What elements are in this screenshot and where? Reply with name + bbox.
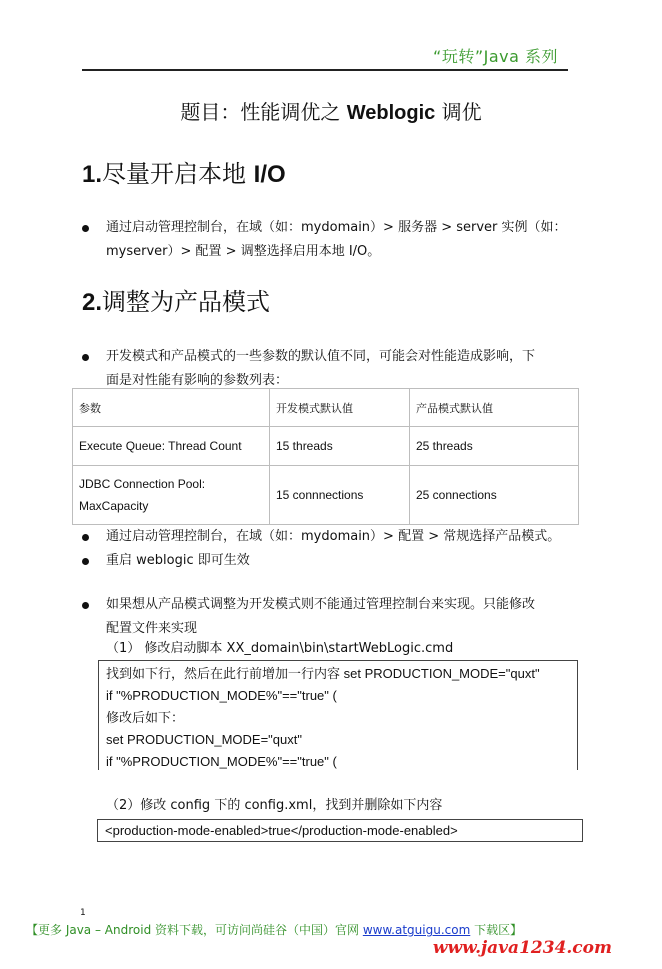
section2-bullet4-line2: 配置文件来实现 [106,621,198,636]
series-header: “玩转”Java 系列 [433,47,558,66]
table-cell: 25 connections [410,466,579,525]
section2-bullet3 [82,549,572,573]
section2-intro [82,345,572,393]
section2-bullet4-line1: 如果想从产品模式调整为开发模式则不能通过管理控制台来实现。只能修改 [106,597,536,612]
section1-heading-en: I/O [253,161,286,188]
section2-bullet4 [82,593,572,641]
bullet-dot [82,225,89,232]
bullet-dot [82,558,89,565]
section2-number: 2. [82,289,103,316]
table-cell: 25 threads [410,427,579,466]
footer-text-after: 下载区】 [470,923,523,937]
section2-heading-text: 调整为产品模式 [102,288,271,316]
section2-intro-line1: 开发模式和产品模式的一些参数的默认值不同，可能会对性能造成影响，下 [106,349,536,364]
step1-text: （1） 修改启动脚本 XX_domain\bin\startWebLogic.cmd [106,641,454,656]
page-number: 1 [80,908,86,918]
code-line: set PRODUCTION_MODE="quxt" [106,732,302,747]
section1-bullet-line1: 通过启动管理控制台，在域（如：mydomain）> 服务器 > server 实例（如： [106,220,567,235]
footer-link[interactable]: www.atguigu.com [362,923,471,937]
table-cell: JDBC Connection Pool: MaxCapacity [73,466,270,525]
title-prefix: 题目：性能调优之 [180,100,347,124]
table-cell: 15 threads [270,427,410,466]
code-line: 修改后如下： [106,710,185,725]
parameter-table [72,388,579,525]
code-block-startweblogic [98,660,578,770]
table-header-cell: 开发模式默认值 [270,389,410,427]
table-header-cell: 产品模式默认值 [410,389,579,427]
section2-bullet2 [82,525,572,549]
section1-heading [82,158,286,191]
step2-text: （2）修改 config 下的 config.xml，找到并删除如下内容 [106,798,443,813]
section1-bullet-line2: myserver）> 配置 > 调整选择启用本地 I/O。 [106,244,381,259]
bullet-dot [82,602,89,609]
table-row [73,427,579,466]
header-divider [82,69,568,71]
section2-bullet2-text: 通过启动管理控制台，在域（如：mydomain）> 配置 > 常规选择产品模式。 [106,529,561,544]
section1-heading-cn: 尽量开启本地 [102,160,254,188]
title-highlight: Weblogic [346,102,436,124]
code-line: 找到如下行，然后在此行前增加一行内容 set PRODUCTION_MODE="quxt" [106,666,540,681]
footer-text-before: 【更多 Java – Android 资料下载，可访问尚硅谷（中国）官网 [26,923,363,937]
section1-number: 1. [82,161,103,188]
bullet-dot [82,534,89,541]
section1-bullet [82,216,572,264]
code-block-config-xml: <production-mode-enabled>true</production-mode-enabled> [97,819,583,842]
title-suffix: 调优 [435,100,482,124]
watermark-site: www.java1234.com [432,938,612,958]
table-row [73,466,579,525]
bullet-dot [82,354,89,361]
document-title [0,96,662,125]
table-cell: Execute Queue: Thread Count [73,427,270,466]
table-cell: 15 connnections [270,466,410,525]
code-line: if "%PRODUCTION_MODE%"=="true" ( [106,754,337,769]
footer-banner [26,921,522,938]
section2-intro-line2: 面是对性能有影响的参数列表： [106,373,289,388]
table-header-cell: 参数 [73,389,270,427]
table-header-row [73,389,579,427]
section2-heading [82,286,270,319]
code-line: if "%PRODUCTION_MODE%"=="true" ( [106,688,337,703]
section2-bullet3-text: 重启 weblogic 即可生效 [106,553,250,568]
